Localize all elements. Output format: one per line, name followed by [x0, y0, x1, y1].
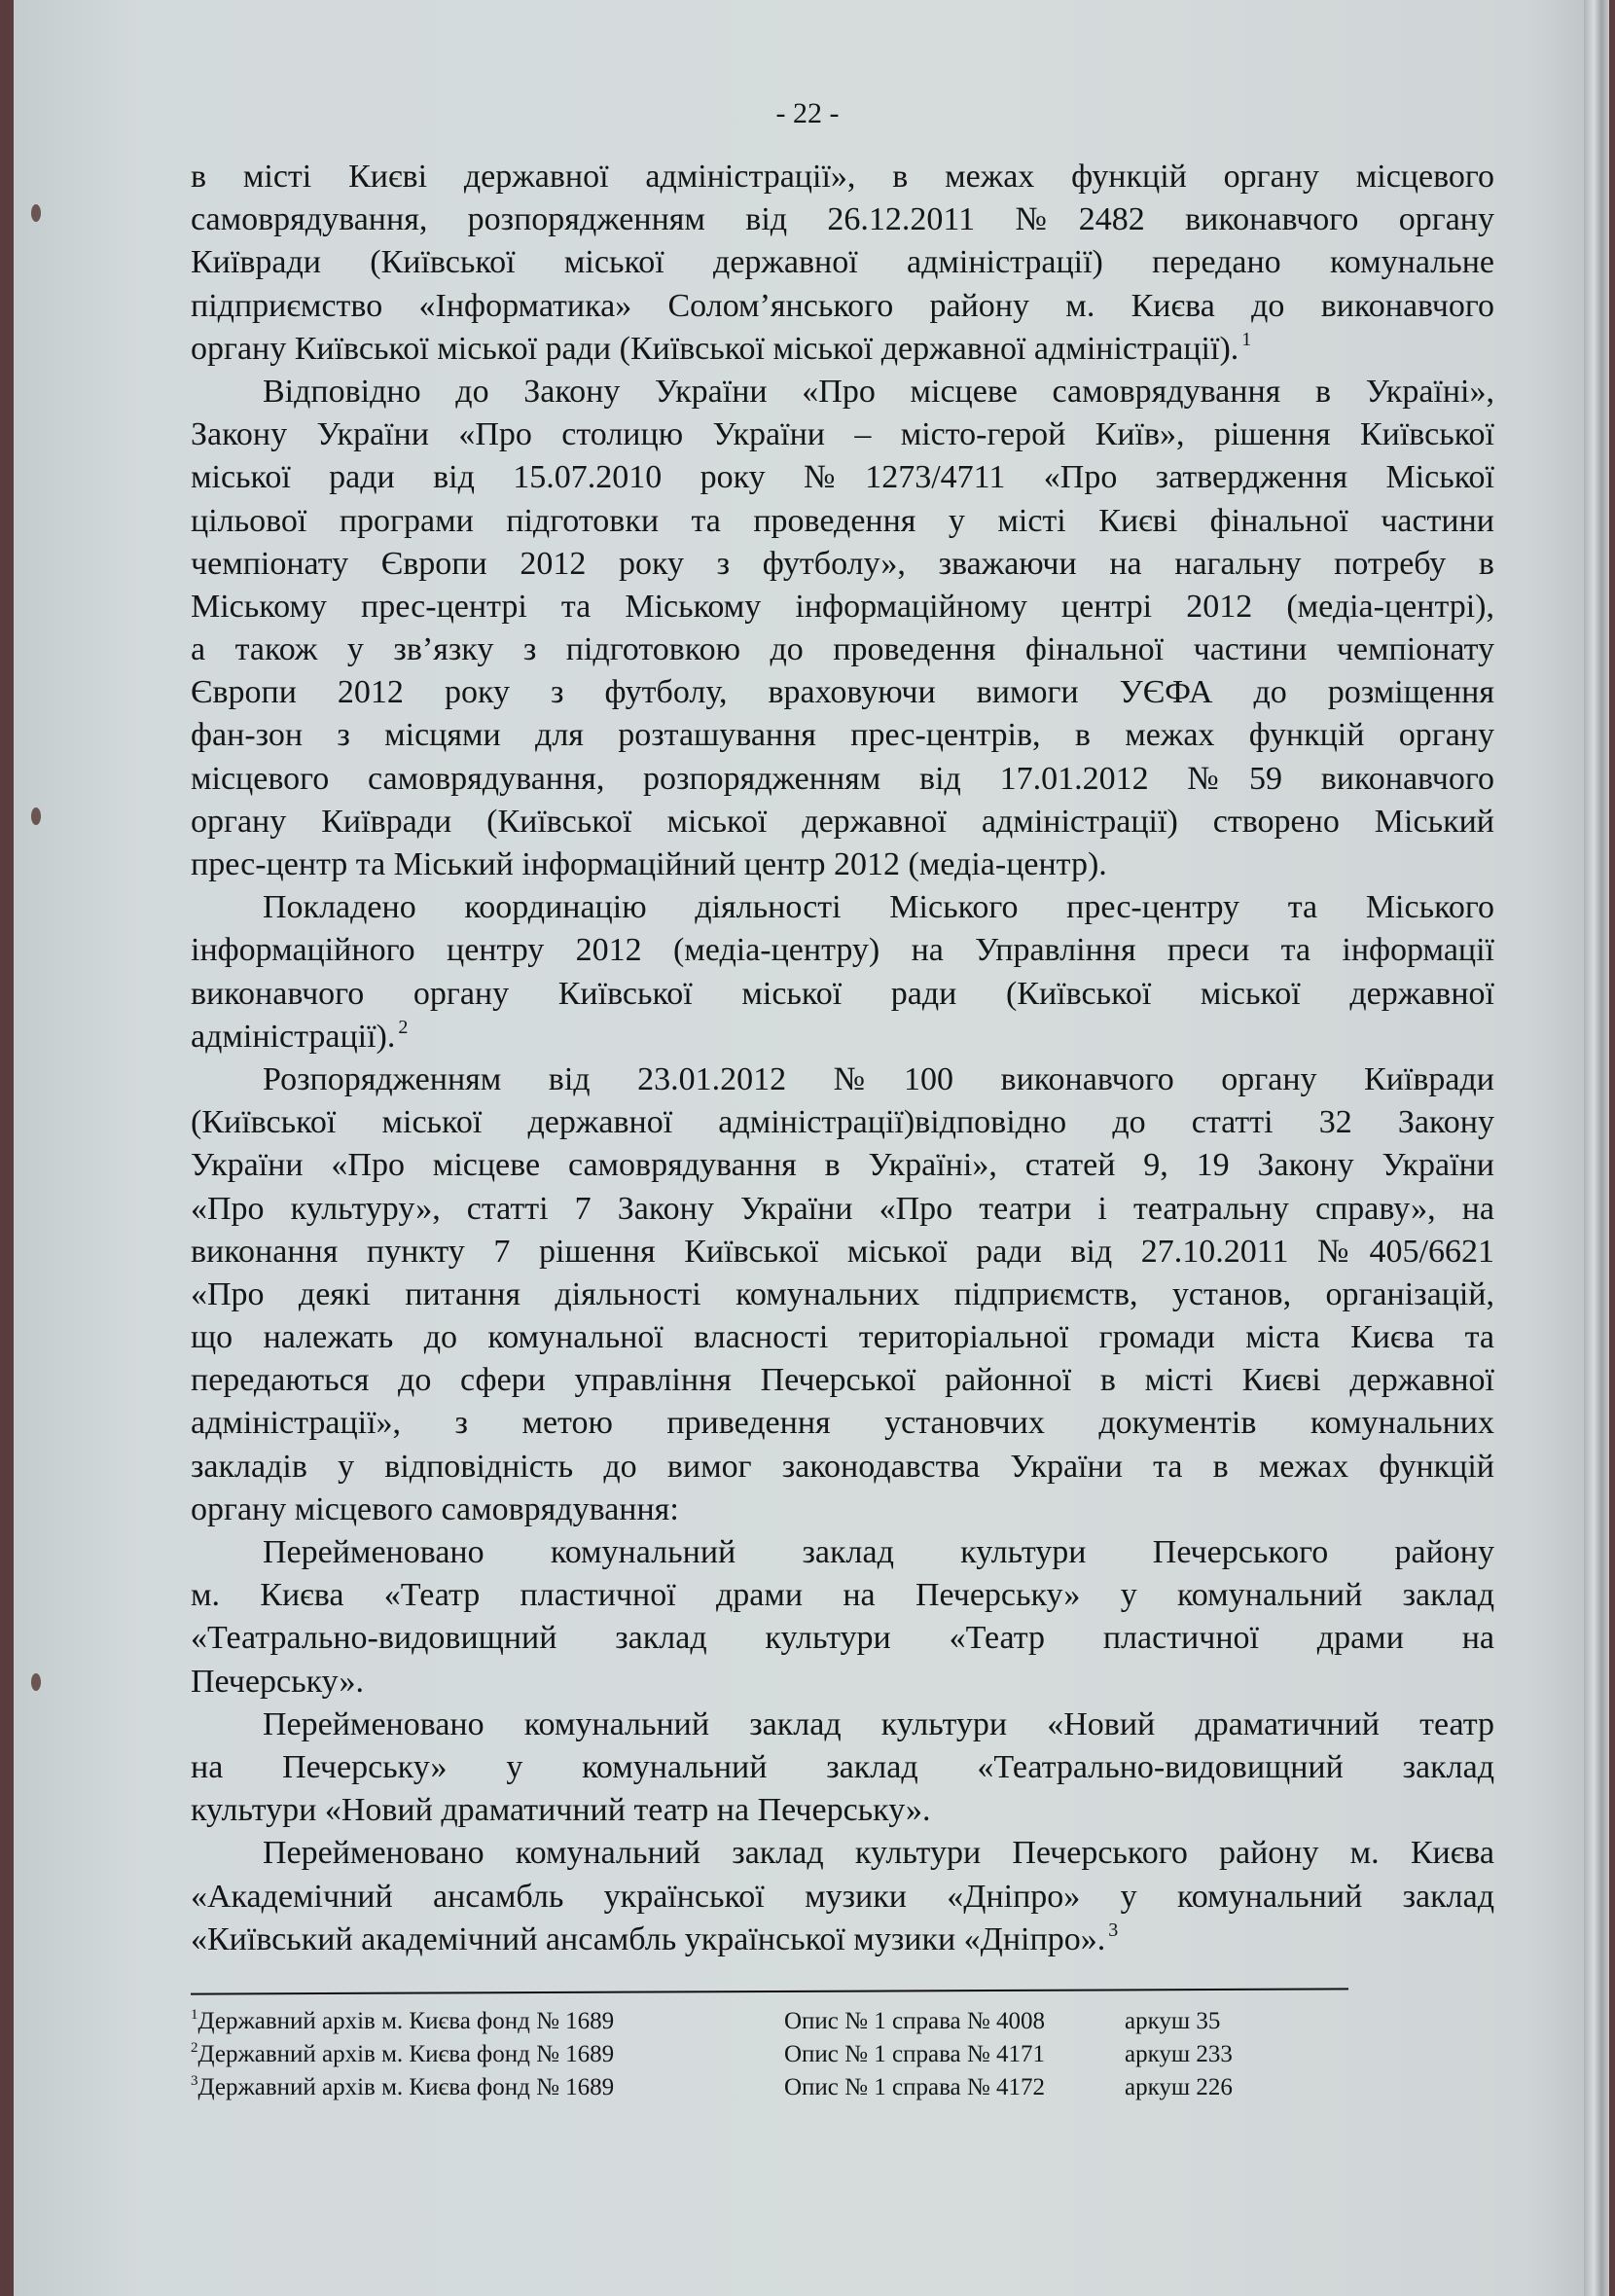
line-text: прес-центр та Міський інформаційний центр 2012 (медіа-центр). [191, 846, 1107, 882]
text-line [191, 1876, 1494, 1919]
line-text: а також у зв’язку з підготовкою до проведення фінальної частини чемпіонату [191, 631, 1494, 668]
text-line [191, 1231, 1494, 1274]
line-text: адміністрації», з метою приведення установчих документів комунальних [191, 1405, 1494, 1442]
footnote-number: 1 [191, 2007, 198, 2023]
footnote-reference: 2 [398, 1016, 409, 1038]
text-line [191, 500, 1494, 543]
line-text: (Київської міської державної адміністрації)відповідно до статті 32 Закону [191, 1104, 1494, 1141]
paragraph [191, 1531, 1494, 1704]
text-line [191, 929, 1494, 972]
line-text: Київради (Київської міської державної адміністрації) передано комунальне [191, 244, 1494, 281]
line-text: м. Києва «Театр пластичної драми на Печерську» у комунальний заклад [191, 1577, 1494, 1614]
line-text: Європи 2012 року з футболу, враховуючи вимоги УЄФА до розміщення [191, 674, 1494, 711]
line-text: Розпорядженням від 23.01.2012 №100 виконавчого органу Київради [263, 1060, 1494, 1097]
text-line [191, 198, 1494, 241]
footnote-source [191, 2041, 614, 2068]
binding-hole [31, 204, 41, 222]
text-line [191, 801, 1494, 843]
line-text: закладів у відповідність до вимог законодавства України та в межах функцій [191, 1448, 1494, 1485]
footnote-sheet: аркуш 35 [1125, 2008, 1221, 2034]
line-text: інформаційного центру 2012 (медіа-центру) на Управління преси та інформації [191, 932, 1494, 969]
text-line [191, 1704, 1494, 1746]
text-line [191, 1101, 1494, 1144]
text-line [191, 285, 1494, 328]
document-body [191, 156, 1494, 1961]
text-line [191, 1746, 1494, 1789]
text-line [191, 456, 1494, 499]
text-line [191, 156, 1494, 198]
paragraph [191, 1704, 1494, 1833]
text-line [191, 1617, 1494, 1660]
line-text: виконавчого органу Київської міської ради (Київської міської державної [191, 975, 1494, 1012]
text-line [191, 543, 1494, 586]
line-text: на Печерську» у комунальний заклад «Театрально-видовищний заклад [191, 1748, 1494, 1785]
line-text: «Київський академічний ансамбль української музики «Дніпро». [191, 1920, 1106, 1957]
text-line [191, 758, 1494, 801]
footnote-reference: 3 [1108, 1919, 1119, 1941]
text-line [191, 1574, 1494, 1617]
line-text: Відповідно до Закону України «Про місцеве самоврядування в Україні», [263, 373, 1494, 410]
line-text: що належать до комунальної власності територіальної громади міста Києва та [191, 1319, 1494, 1356]
footnote-source [191, 2008, 614, 2035]
line-text: органу Київради (Київської міської державної адміністрації) створено Міський [191, 803, 1494, 840]
text-line [191, 843, 1494, 886]
line-text: фан-зон з місцями для розташування прес-центрів, в межах функцій органу [191, 717, 1494, 754]
line-text: Перейменовано комунальний заклад культури Печерського району [263, 1534, 1494, 1570]
text-line [191, 1402, 1494, 1445]
footnote-file: Опис № 1 справа № 4172 [784, 2074, 1046, 2100]
footnote-source-text: Державний архів м. Києва фонд № 1689 [197, 2041, 615, 2067]
footnote-reference: 1 [1241, 328, 1252, 350]
page-stack-edge [1584, 0, 1609, 2296]
text-line [191, 1446, 1494, 1489]
line-text: Закону України «Про столицю України – місто-герой Київ», рішення Київської [191, 416, 1494, 453]
line-text: міської ради від 15.07.2010 року №1273/4711 «Про затвердження Міської [191, 459, 1494, 496]
text-line [191, 1316, 1494, 1359]
text-line [191, 1531, 1494, 1574]
footnote-source-text: Державний архів м. Києва фонд № 1689 [197, 2008, 615, 2034]
text-line [191, 1144, 1494, 1187]
line-text: Покладено координацію діяльності Міського прес-центру та Міського [263, 889, 1494, 926]
line-text: органу місцевого самоврядування: [191, 1490, 679, 1527]
text-line [191, 1274, 1494, 1316]
line-text: чемпіонату Європи 2012 року з футболу», зважаючи на нагальну потребу в [191, 545, 1494, 582]
line-text: самоврядування, розпорядженням від 26.12.2011 №2482 виконавчого органу [191, 201, 1494, 238]
text-line [191, 1188, 1494, 1231]
binding-hole [31, 1673, 41, 1691]
footnote-sheet: аркуш 233 [1125, 2041, 1233, 2067]
line-text: підприємство «Інформатика» Солом’янського району м. Києва до виконавчого [191, 287, 1494, 324]
footnote-number: 2 [191, 2040, 198, 2056]
text-line [191, 1919, 1494, 1961]
text-line [191, 1359, 1494, 1402]
line-text: «Про деякі питання діяльності комунальних підприємств, установ, організацій, [191, 1275, 1494, 1312]
paragraph [191, 156, 1494, 371]
text-line [191, 1489, 1494, 1531]
line-text: виконання пункту 7 рішення Київської міської ради від 27.10.2011 №405/6621 [191, 1233, 1494, 1270]
footnote-number: 3 [191, 2073, 198, 2089]
footnote-source-text: Державний архів м. Києва фонд № 1689 [197, 2074, 615, 2100]
footnote-sheet: аркуш 226 [1125, 2074, 1233, 2100]
line-text: України «Про місцеве самоврядування в Україні», статей 9, 19 Закону України [191, 1147, 1494, 1184]
binding-hole [31, 807, 41, 825]
line-text: культури «Новий драматичний театр на Печерську». [191, 1792, 931, 1829]
footnote-file: Опис № 1 справа № 4008 [784, 2008, 1046, 2034]
line-text: «Театрально-видовищний заклад культури «Театр пластичної драми на [191, 1620, 1494, 1657]
line-text: Перейменовано комунальний заклад культури Печерського району м. Києва [263, 1835, 1494, 1872]
paragraph [191, 886, 1494, 1058]
text-line [191, 328, 1494, 371]
text-line [191, 714, 1494, 757]
text-line [191, 628, 1494, 671]
line-text: Міському прес-центрі та Міському інформаційному центрі 2012 (медіа-центрі), [191, 588, 1494, 625]
text-line [191, 1832, 1494, 1875]
text-line [191, 1016, 1494, 1058]
text-line [191, 586, 1494, 628]
line-text: Печерську». [191, 1663, 364, 1700]
line-text: в місті Києві державної адміністрації», в межах функцій органу місцевого [191, 159, 1494, 195]
text-line [191, 1058, 1494, 1101]
line-text: «Академічний ансамбль української музики «Дніпро» у комунальний заклад [191, 1878, 1494, 1915]
text-line [191, 1789, 1494, 1832]
line-text: передаються до сфери управління Печерської районної в місті Києві державної [191, 1362, 1494, 1399]
paragraph [191, 1832, 1494, 1961]
text-line [191, 671, 1494, 714]
text-line [191, 371, 1494, 413]
text-line [191, 413, 1494, 456]
paragraph [191, 371, 1494, 886]
text-line [191, 886, 1494, 929]
line-text: адміністрації). [191, 1018, 396, 1055]
line-text: «Про культуру», статті 7 Закону України «Про театри і театральну справу», на [191, 1190, 1494, 1227]
line-text: місцевого самоврядування, розпорядженням від 17.01.2012 №59 виконавчого [191, 760, 1494, 797]
text-line [191, 1661, 1494, 1704]
page-number: - 22 - [775, 97, 840, 129]
footnote-file: Опис № 1 справа № 4171 [784, 2041, 1046, 2067]
text-line [191, 973, 1494, 1016]
footnote-source [191, 2074, 614, 2101]
text-line [191, 241, 1494, 284]
paragraph [191, 1058, 1494, 1531]
line-text: Перейменовано комунальний заклад культури «Новий драматичний театр [263, 1705, 1494, 1742]
line-text: органу Київської міської ради (Київської міської державної адміністрації). [191, 330, 1239, 367]
line-text: цільової програми підготовки та проведення у місті Києві фінальної частини [191, 502, 1494, 539]
